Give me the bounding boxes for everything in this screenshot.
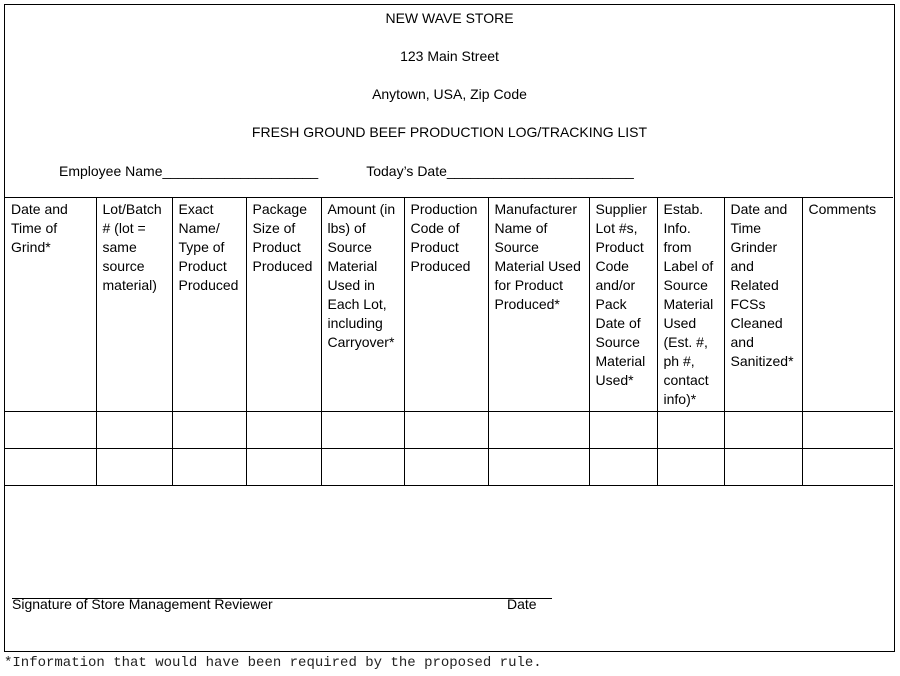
- store-street: 123 Main Street: [400, 48, 499, 64]
- table-cell[interactable]: [657, 449, 724, 486]
- col-header-comments: Comments: [802, 198, 893, 412]
- form-title: FRESH GROUND BEEF PRODUCTION LOG/TRACKING LIST: [251, 124, 648, 140]
- table-header-row: [5, 198, 893, 412]
- col-header-package-size: Package Size of Product Produced: [246, 198, 321, 412]
- table-cell[interactable]: [5, 449, 96, 486]
- employee-date-row: [59, 163, 634, 179]
- col-header-grinder-cleaned: Date and Time Grinder and Related FCSs Cleaned and Sanitized*: [724, 198, 802, 412]
- table-cell[interactable]: [724, 449, 802, 486]
- table-cell[interactable]: [96, 449, 172, 486]
- table-cell[interactable]: [488, 412, 589, 449]
- table-cell[interactable]: [802, 449, 893, 486]
- table-cell[interactable]: [172, 449, 246, 486]
- table-cell[interactable]: [589, 449, 657, 486]
- table-cell[interactable]: [321, 449, 404, 486]
- col-header-production-code: Production Code of Product Produced: [404, 198, 488, 412]
- table-cell[interactable]: [589, 412, 657, 449]
- table-cell[interactable]: [96, 412, 172, 449]
- col-header-estab-info: Estab. Info. from Label of Source Material Used (Est. #, ph #, contact info)*: [657, 198, 724, 412]
- table-cell[interactable]: [321, 412, 404, 449]
- table-cell[interactable]: [657, 412, 724, 449]
- table-cell[interactable]: [488, 449, 589, 486]
- table-cell[interactable]: [724, 412, 802, 449]
- table-cell[interactable]: [404, 449, 488, 486]
- table-cell[interactable]: [246, 449, 321, 486]
- table-row: [5, 449, 893, 486]
- table-row: [5, 412, 893, 449]
- production-log-table: [5, 197, 893, 486]
- table-cell[interactable]: [172, 412, 246, 449]
- log-form: [4, 4, 895, 652]
- col-header-supplier-lot: Supplier Lot #s, Product Code and/or Pack Date of Source Material Used*: [589, 198, 657, 412]
- table-cell[interactable]: [5, 412, 96, 449]
- col-header-manufacturer: Manufacturer Name of Source Material Used for Product Produced*: [488, 198, 589, 412]
- employee-name-field[interactable]: Employee Name____________________: [59, 163, 319, 179]
- table-cell[interactable]: [246, 412, 321, 449]
- footnote: *Information that would have been required by the proposed rule.: [4, 655, 542, 671]
- store-city: Anytown, USA, Zip Code: [372, 86, 527, 102]
- col-header-amount: Amount (in lbs) of Source Material Used in Each Lot, including Carryover*: [321, 198, 404, 412]
- col-header-date-time-grind: Date and Time of Grind*: [5, 198, 96, 412]
- todays-date-field[interactable]: Today’s Date________________________: [366, 163, 634, 179]
- store-name: NEW WAVE STORE: [385, 10, 514, 26]
- table-cell[interactable]: [404, 412, 488, 449]
- col-header-product-name: Exact Name/ Type of Product Produced: [172, 198, 246, 412]
- table-cell[interactable]: [802, 412, 893, 449]
- signature-label: Signature of Store Management Reviewer: [12, 596, 273, 612]
- col-header-lot-batch: Lot/Batch # (lot = same source material): [96, 198, 172, 412]
- signature-date-label: Date: [507, 596, 537, 612]
